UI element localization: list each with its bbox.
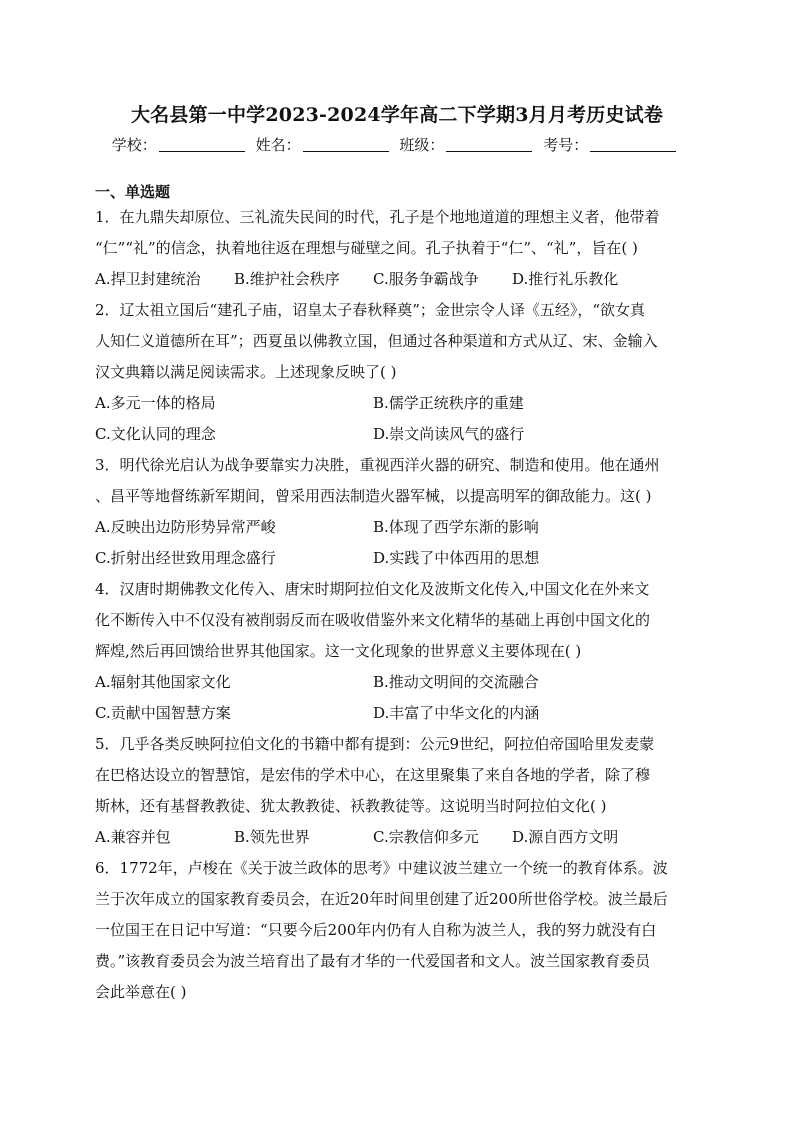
options-row [95, 822, 705, 853]
question-text-line: 斯林，还有基督教教徒、犹太教教徒、袄教教徒等。这说明当时阿拉伯文化( ) [95, 797, 607, 815]
name-blank [303, 137, 389, 152]
question-3 [95, 450, 705, 574]
question-text-line: 兰于次年成立的国家教育委员会，在近20年时间里创建了近200所世俗学校。波兰最后 [95, 890, 668, 908]
option-d[interactable]: D.实践了中体西用的思想 [373, 549, 540, 567]
question-text-line: 5．几乎各类反映阿拉伯文化的书籍中都有提到：公元9世纪，阿拉伯帝国哈里发麦蒙 [95, 735, 655, 753]
options-row [95, 512, 705, 543]
option-b[interactable]: B.推动文明间的交流融合 [373, 673, 539, 691]
options-row [95, 667, 705, 698]
school-label: 学校： [111, 136, 157, 154]
question-text-line: 费。”该教育委员会为波兰培育出了最有才华的一代爱国者和文人。波兰国家教育委员 [95, 952, 651, 970]
option-a[interactable]: A.辐射其他国家文化 [95, 673, 231, 691]
option-a[interactable]: A.兼容并包 [95, 828, 171, 846]
exam-title: 大名县第一中学2023-2024学年高二下学期3月月考历史试卷 [130, 104, 664, 126]
option-d[interactable]: D.源自西方文明 [512, 828, 619, 846]
section-heading: 一、单选题 [95, 183, 171, 201]
question-text-line: 人知仁义道德所在耳”；西夏虽以佛教立国，但通过各种渠道和方式从辽、宋、金输入 [95, 332, 658, 350]
question-text-line: 一位国王在日记中写道：“只要今后200年内仍有人自称为波兰人，我的努力就没有白 [95, 921, 657, 939]
option-a[interactable]: A.反映出边防形势异常严峻 [95, 518, 276, 536]
student-info-row [0, 134, 794, 155]
option-a[interactable]: A.多元一体的格局 [95, 394, 216, 412]
option-b[interactable]: B.领先世界 [234, 828, 310, 846]
question-text-line: 汉文典籍以满足阅读需求。上述现象反映了( ) [95, 363, 397, 381]
question-5 [95, 729, 705, 853]
question-list [95, 202, 705, 1008]
options-row [95, 698, 705, 729]
option-c[interactable]: C.文化认同的理念 [95, 425, 216, 443]
question-text-line: “仁”“礼”的信念，执着地往返在理想与碰壁之间。孔子执着于“仁”、“礼”，旨在( ) [95, 239, 638, 257]
option-b[interactable]: B.维护社会秩序 [234, 270, 340, 288]
school-blank [159, 137, 245, 152]
options-row [95, 543, 705, 574]
class-label: 班级： [399, 136, 445, 154]
name-label: 姓名： [255, 136, 301, 154]
question-1 [95, 202, 705, 295]
options-row [95, 419, 705, 450]
question-2 [95, 295, 705, 450]
question-text-line: 1．在九鼎失却原位、三礼流失民间的时代，孔子是个地地道道的理想主义者，他带着 [95, 208, 660, 226]
question-4 [95, 574, 705, 729]
question-text-line: 6．1772年，卢梭在《关于波兰政体的思考》中建议波兰建立一个统一的教育体系。波 [95, 859, 668, 877]
number-label: 考号： [543, 136, 589, 154]
option-c[interactable]: C.折射出经世致用理念盛行 [95, 549, 276, 567]
question-text-line: 4．汉唐时期佛教文化传入、唐宋时期阿拉伯文化及波斯文化传入,中国文化在外来文 [95, 580, 650, 598]
options-row [95, 388, 705, 419]
question-text-line: 2．辽太祖立国后“建孔子庙，诏皇太子春秋释奠”；金世宗令人译《五经》，“欲女真 [95, 301, 646, 319]
question-text-line: 辉煌,然后再回馈给世界其他国家。这一文化现象的世界意义主要体现在( ) [95, 642, 582, 660]
number-blank [590, 137, 676, 152]
question-text-line: 、昌平等地督练新军期间，曾采用西法制造火器军械，以提高明军的御敌能力。这( ) [95, 487, 652, 505]
option-c[interactable]: C.服务争霸战争 [373, 270, 479, 288]
option-b[interactable]: B.儒学正统秩序的重建 [373, 394, 524, 412]
class-blank [446, 137, 532, 152]
question-6 [95, 853, 705, 1008]
option-a[interactable]: A.捍卫封建统治 [95, 270, 201, 288]
options-row [95, 264, 705, 295]
option-d[interactable]: D.崇文尚读风气的盛行 [373, 425, 525, 443]
question-text-line: 3．明代徐光启认为战争要靠实力决胜，重视西洋火器的研究、制造和使用。他在通州 [95, 456, 660, 474]
question-text-line: 会此举意在( ) [95, 983, 187, 1001]
question-text-line: 化不断传入中不仅没有被削弱反而在吸收借鉴外来文化精华的基础上再创中国文化的 [95, 611, 651, 629]
option-d[interactable]: D.丰富了中华文化的内涵 [373, 704, 540, 722]
question-text-line: 在巴格达设立的智慧馆，是宏伟的学术中心，在这里聚集了来自各地的学者，除了穆 [95, 766, 651, 784]
option-d[interactable]: D.推行礼乐教化 [512, 270, 619, 288]
option-b[interactable]: B.体现了西学东渐的影响 [373, 518, 539, 536]
option-c[interactable]: C.贡献中国智慧方案 [95, 704, 231, 722]
option-c[interactable]: C.宗教信仰多元 [373, 828, 479, 846]
